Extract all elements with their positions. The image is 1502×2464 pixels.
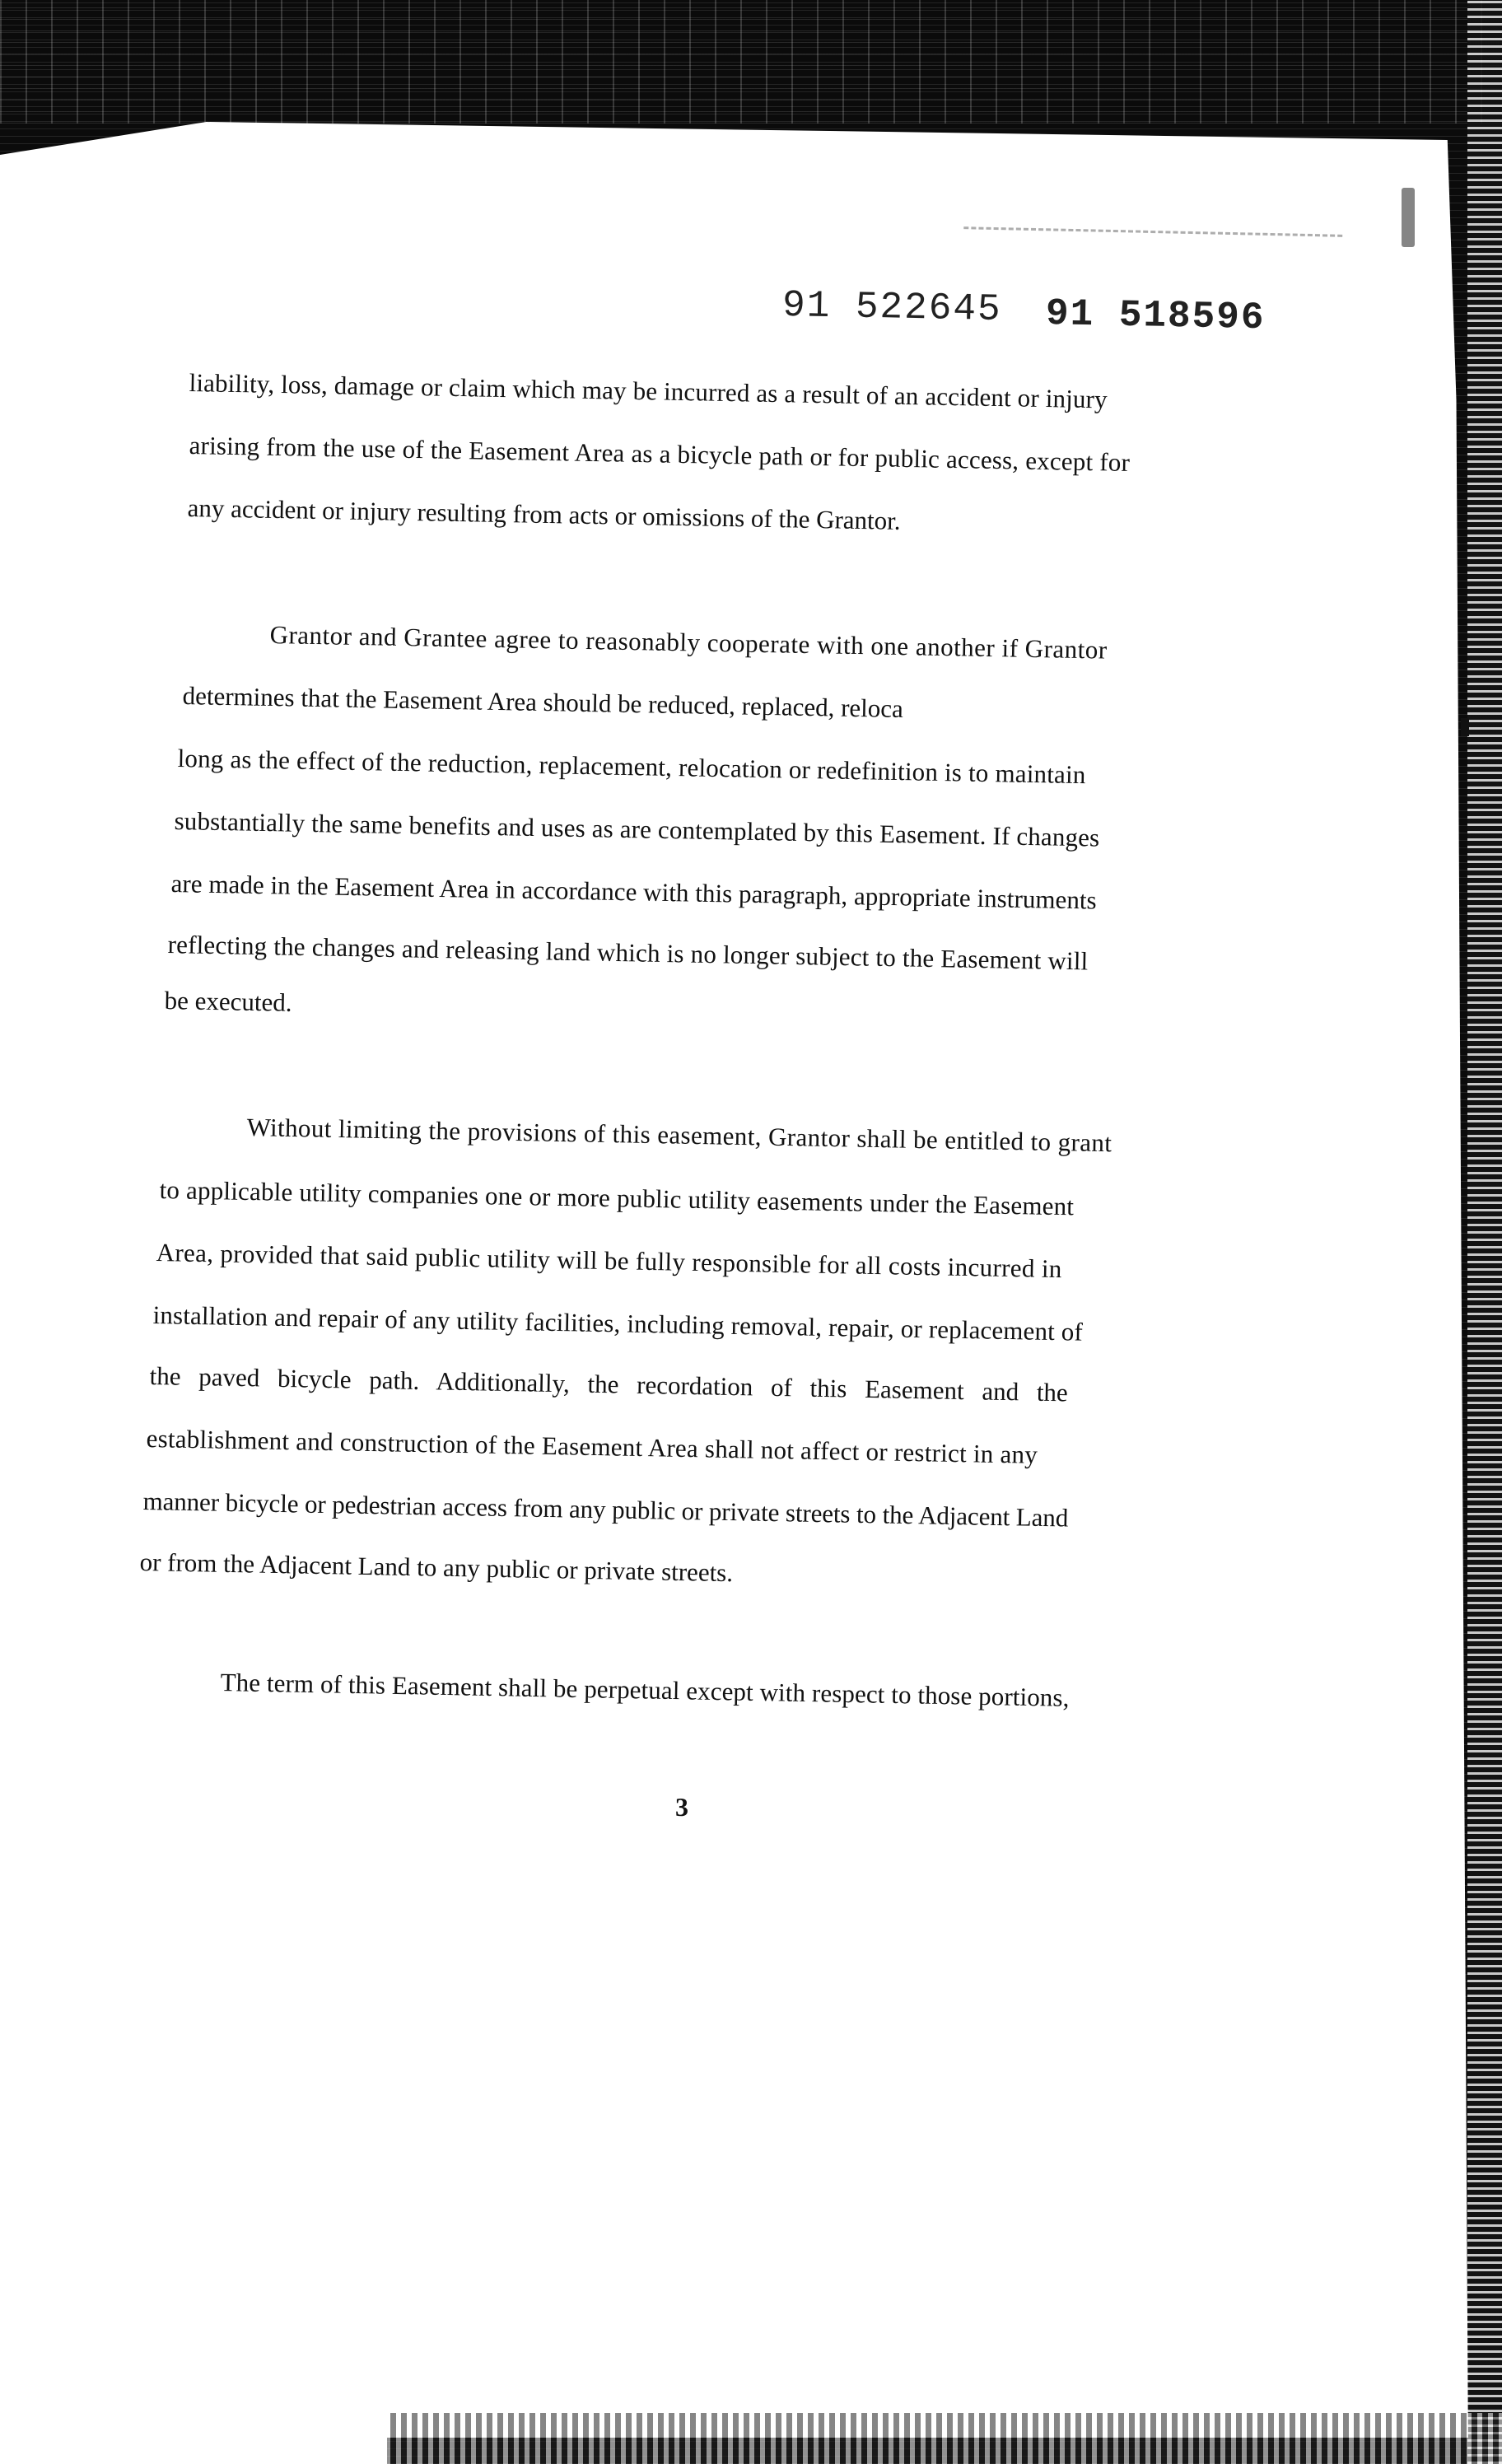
text-line: substantially the same benefits and uses as are contemplated by this Easement. If changes [174,805,1100,852]
paper-corner [0,2403,387,2464]
text-line: to applicable utility companies one or more public utility easements under the Easement [159,1174,1075,1221]
page-number: 3 [675,1792,688,1822]
text-line: long as the effect of the reduction, replacement, relocation or redefinition is to maintain [177,743,1086,790]
text-line: Without limiting the provisions of this easement, Grantor shall be entitled to grant [246,1112,1113,1158]
binding-mark [1402,188,1415,247]
text-line: the paved bicycle path. Additionally, the recordation of this Easement and the [149,1360,1069,1407]
text-line: installation and repair of any utility facilities, including removal, repair, or replacement of [152,1300,1084,1346]
text-line: Area, provided that said public utility will be fully responsible for all costs incurred in [156,1237,1063,1284]
text-line: determines that the Easement Area should be reduced, replaced, reloca [182,680,904,724]
text-line: any accident or injury resulting from acts or omissions of the Grantor. [187,492,901,535]
text-line: The term of this Easement shall be perpetual except with respect to those portions, [220,1667,1070,1712]
text-line: reflecting the changes and releasing land which is no longer subject to the Easement will [167,929,1089,976]
text-line: Grantor and Grantee agree to reasonably cooperate with one another if Grantor [269,619,1108,665]
text-line: arising from the use of the Easement Area as a bicycle path or for public access, except for [189,430,1131,477]
scan-top-edge-noise [0,0,1502,124]
text-line: or from the Adjacent Land to any public or private streets. [139,1547,734,1588]
recording-number-right: 91 518596 [1045,292,1266,340]
paper-edge-gap [1461,718,1469,736]
text-line: liability, loss, damage or claim which may be incurred as a result of an accident or injury [189,367,1108,414]
text-line: are made in the Easement Area in accordance with this paragraph, appropriate instruments [170,868,1098,915]
scan-right-edge-noise [1467,0,1502,2464]
text-line: be executed. [164,985,292,1017]
text-line: establishment and construction of the Easement Area shall not affect or restrict in any [146,1423,1038,1469]
text-line: manner bicycle or pedestrian access from any public or private streets to the Adjacent Land [142,1486,1069,1533]
recording-number-left: 91 522645 [781,283,1003,332]
